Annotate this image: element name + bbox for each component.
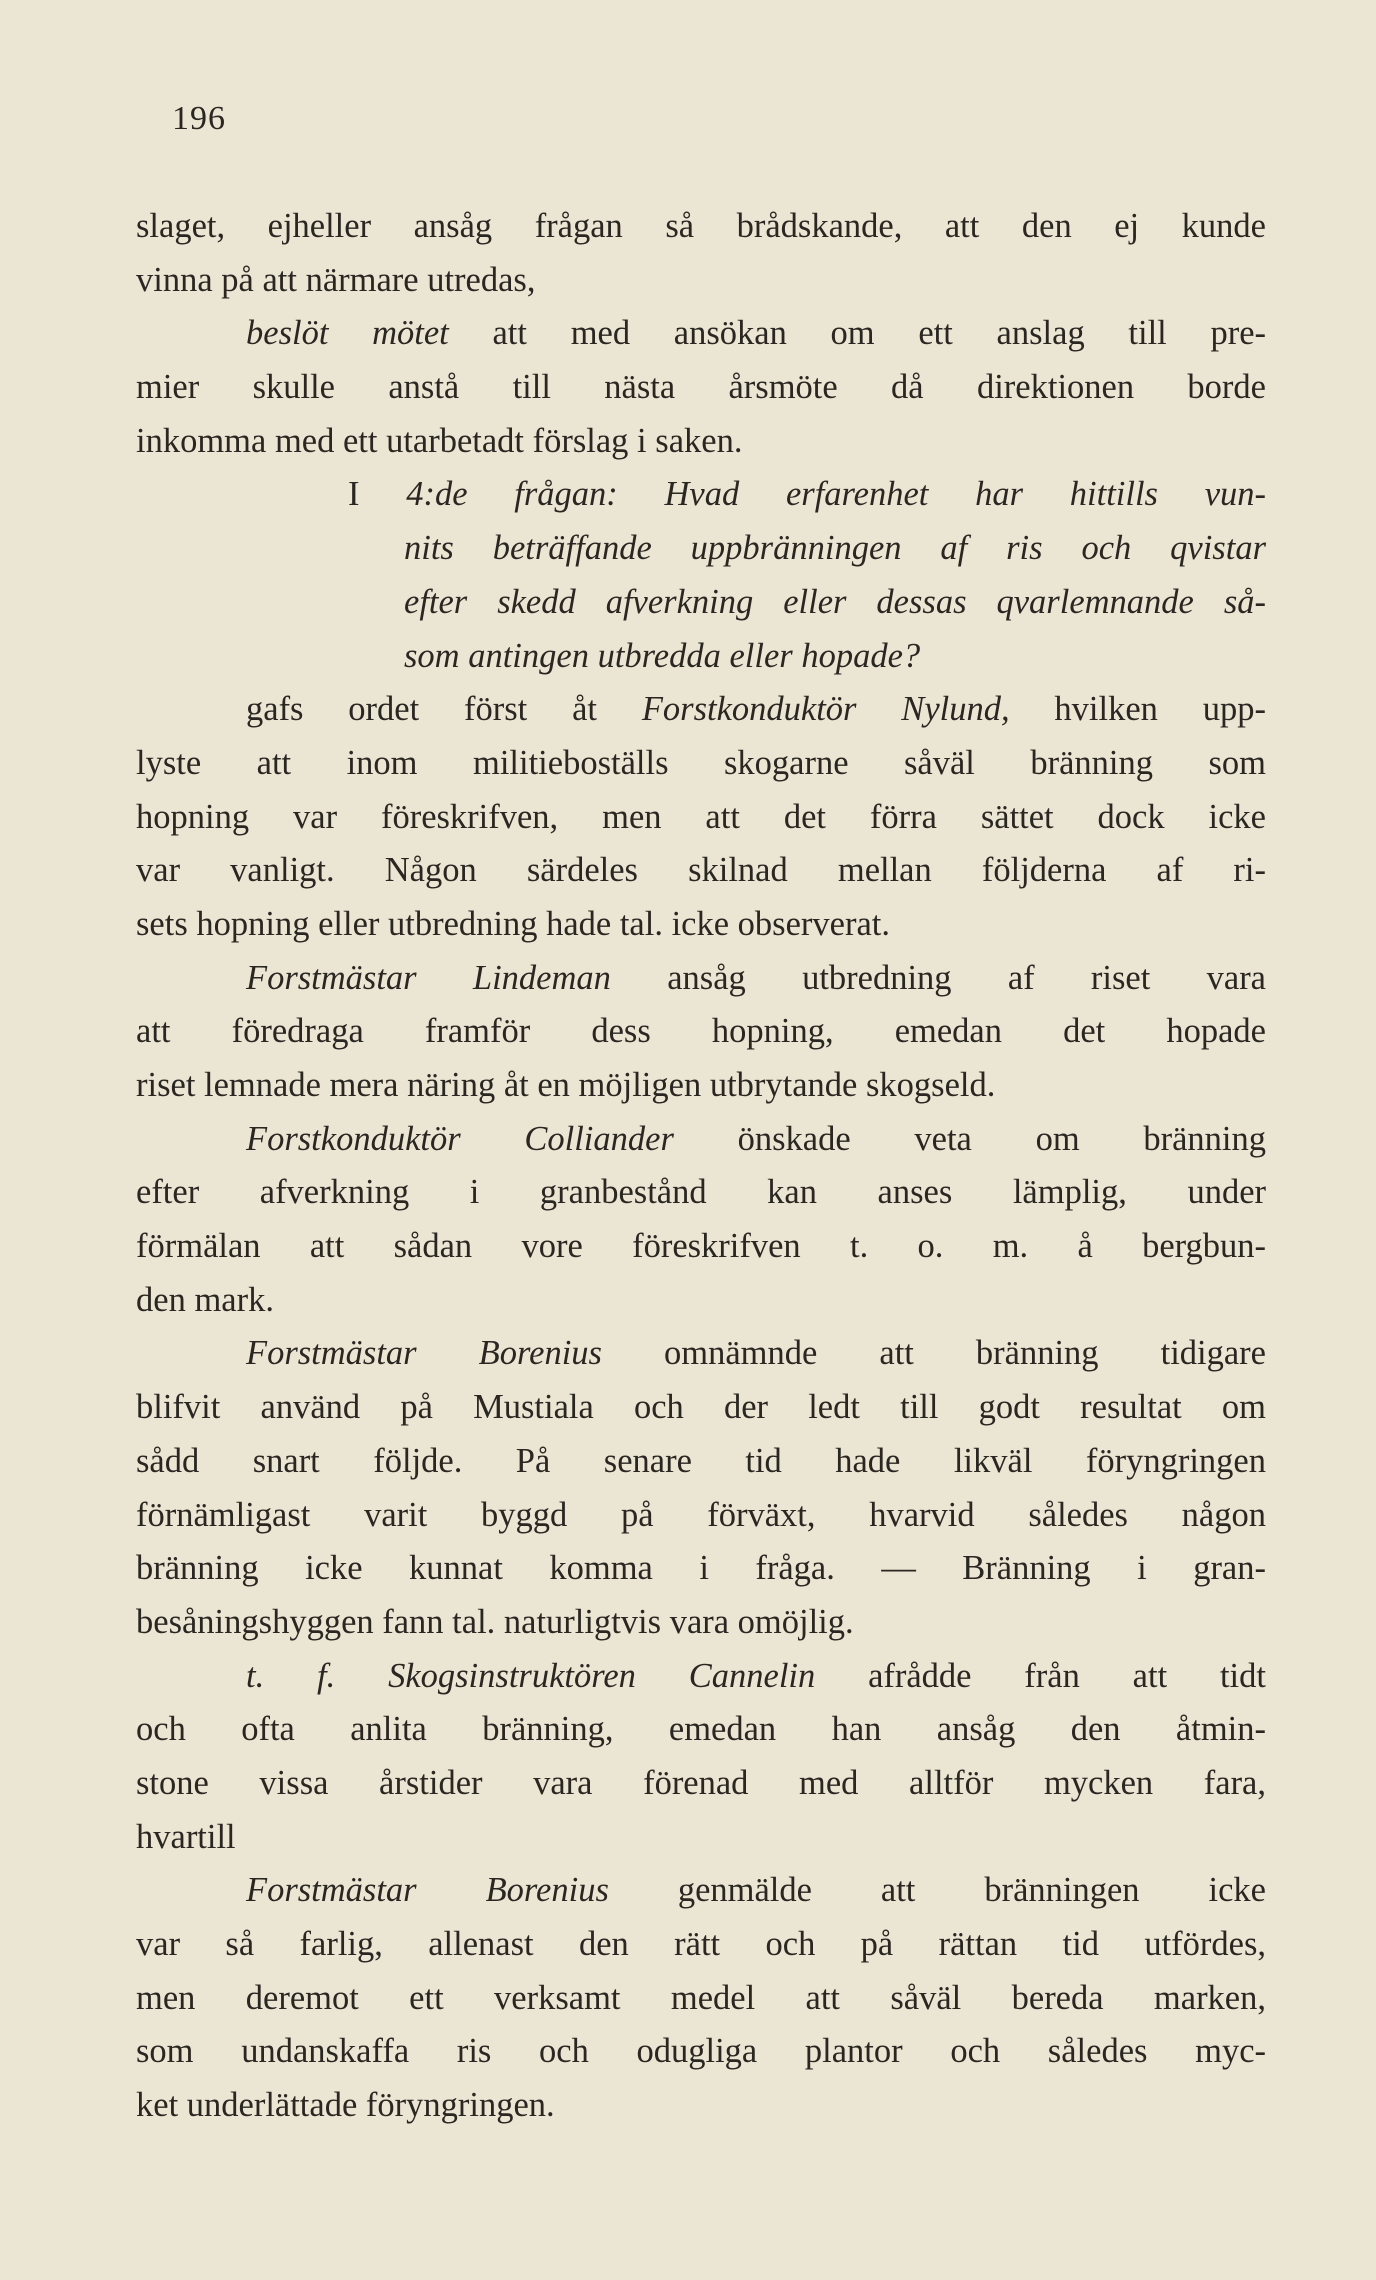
text-line: förnämligast varit byggd på förväxt, hvarvid således någon: [136, 1495, 1266, 1534]
text-line: efter afverkning i granbestånd kan anses lämplig, under: [136, 1173, 1266, 1212]
text-line: hvartill: [136, 1817, 236, 1856]
text-line: var vanligt. Någon särdeles skilnad mellan följderna af ri-: [136, 851, 1266, 890]
text-line: sådd snart följde. På senare tid hade likväl föryngringen: [136, 1441, 1266, 1480]
text-line: lyste att inom militieboställs skogarne såväl bränning som: [136, 743, 1266, 782]
text-line: sets hopning eller utbredning hade tal. icke observerat.: [136, 904, 890, 943]
text-line: t. f. Skogsinstruktören Cannelin afrådde från att tidt: [246, 1656, 1266, 1695]
text-line: men deremot ett verksamt medel att såväl bereda marken,: [136, 1978, 1266, 2017]
text-line: den mark.: [136, 1280, 274, 1319]
text-line: besåningshyggen fann tal. naturligtvis vara omöjlig.: [136, 1602, 854, 1641]
speaker-name: Forstkonduktör Colliander: [246, 1119, 674, 1158]
question-line: I 4:de frågan: Hvad erfarenhet har hittills vun-: [348, 475, 1267, 514]
body-text: [136, 200, 1266, 2133]
text-line: förmälan att sådan vore föreskrifven t. o. m. å bergbun-: [136, 1227, 1266, 1266]
text-line: bränning icke kunnat komma i fråga. — Bränning i gran-: [136, 1549, 1266, 1588]
text-line: inkomma med ett utarbetadt förslag i saken.: [136, 421, 743, 460]
text-line: Forstmästar Borenius omnämnde att bränning tidigare: [246, 1334, 1266, 1373]
text-line: riset lemnade mera näring åt en möjligen utbrytande skogseld.: [136, 1066, 996, 1104]
text-line: slaget, ejheller ansåg frågan så brådskande, att den ej kunde: [136, 207, 1266, 245]
question-line: efter skedd afverkning eller dessas qvarlemnande så-: [404, 582, 1266, 621]
text-line: Forstkonduktör Colliander önskade veta om bränning: [246, 1119, 1267, 1158]
text-line: blifvit använd på Mustiala och der ledt till godt resultat om: [136, 1388, 1266, 1427]
text-line: och ofta anlita bränning, emedan han ansåg den åtmin-: [136, 1710, 1266, 1749]
text-line: var så farlig, allenast den rätt och på rättan tid utfördes,: [136, 1925, 1266, 1963]
text-line: beslöt mötet att med ansökan om ett anslag till pre-: [246, 314, 1266, 353]
speaker-name: t. f. Skogsinstruktören Cannelin: [246, 1656, 816, 1695]
question-line: som antingen utbredda eller hopade?: [404, 636, 921, 675]
speaker-name: Forstkonduktör Nylund,: [641, 690, 1010, 729]
decision-phrase: beslöt mötet: [246, 314, 449, 353]
text-line: ket underlättade föryngringen.: [136, 2086, 555, 2125]
speaker-name: Forstmästar Lindeman: [246, 958, 611, 997]
text-line: hopning var föreskrifven, men att det förra sättet dock icke: [136, 797, 1266, 836]
speaker-name: Forstmästar Borenius: [246, 1871, 609, 1910]
text-line: som undanskaffa ris och odugliga plantor och således myc-: [136, 2032, 1266, 2071]
text-line: Forstmästar Lindeman ansåg utbredning af riset vara: [246, 958, 1266, 997]
speaker-name: Forstmästar Borenius: [246, 1334, 602, 1373]
text-line: vinna på att närmare utredas,: [136, 260, 536, 299]
text-line: gafs ordet först åt Forstkonduktör Nylund, hvilken upp-: [246, 690, 1266, 729]
text-line: stone vissa årstider vara förenad med alltför mycken fara,: [136, 1763, 1266, 1802]
page-number: 196: [172, 100, 226, 137]
question-line: nits beträffande uppbränningen af ris och qvistar: [404, 529, 1266, 568]
text-line: Forstmästar Borenius genmälde att bränningen icke: [246, 1871, 1266, 1910]
text-line: mier skulle anstå till nästa årsmöte då direktionen borde: [136, 368, 1266, 407]
text-line: att föredraga framför dess hopning, emedan det hopade: [136, 1012, 1266, 1051]
